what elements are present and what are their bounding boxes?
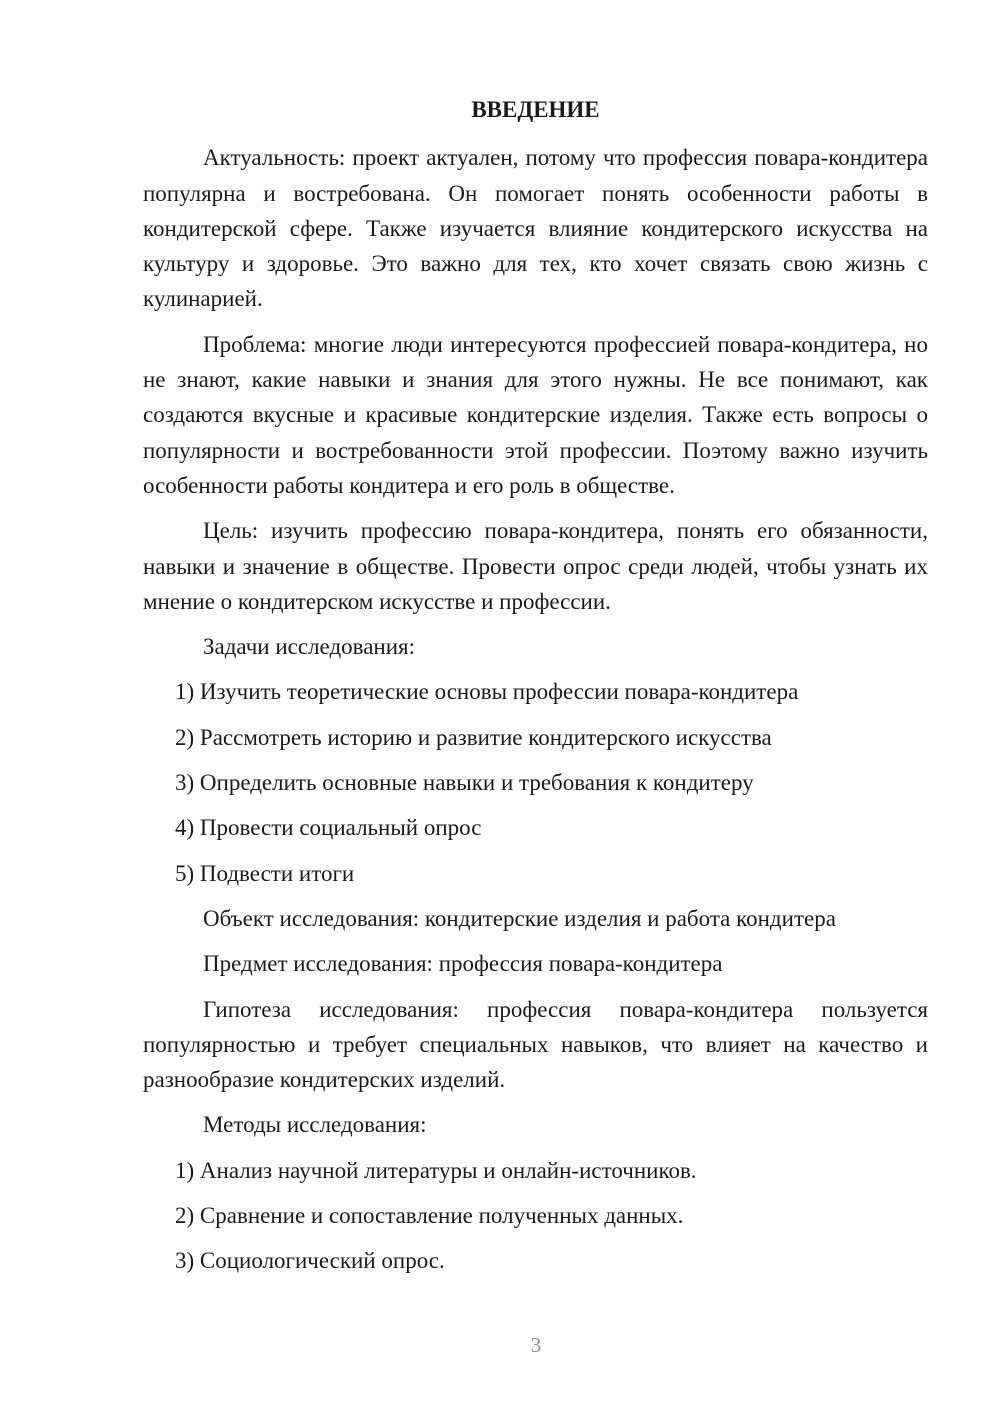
task-item: 3) Определить основные навыки и требования к кондитеру (175, 770, 754, 796)
task-item: 4) Провести социальный опрос (175, 815, 482, 841)
tasks-heading: Задачи исследования: (203, 634, 416, 660)
document-page (143, 92, 928, 1289)
methods-heading: Методы исследования: (203, 1112, 427, 1138)
task-item: 1) Изучить теоретические основы профессии повара-кондитера (175, 679, 799, 705)
research-subject: Предмет исследования: профессия повара-кондитера (203, 951, 723, 977)
method-item: 1) Анализ научной литературы и онлайн-источников. (175, 1157, 697, 1183)
page-number: 3 (530, 1333, 542, 1357)
task-item: 5) Подвести итоги (175, 860, 355, 886)
method-item: 2) Сравнение и сопоставление полученных данных. (175, 1203, 684, 1229)
task-item: 2) Рассмотреть историю и развитие кондитерского искусства (175, 724, 772, 750)
paragraph-problem: Проблема: многие люди интересуются профессией повара-кондитера, но не знают, какие навыки и знания для этого нужны. Не все понимают, как создаются вкусные и красивые кондитерские изделия. Также есть вопросы о популярности и востребованности этой профессии. Поэтому важно изучить особенности работы кондитера и его роль в обществе. (143, 331, 928, 498)
method-item: 3) Социологический опрос. (175, 1248, 445, 1274)
paragraph-relevance: Актуальность: проект актуален, потому что профессия повара-кондитера популярна и востребована. Он помогает понять особенности работы в кондитерской сфере. Также изучается влияние кондитерского искусства на культуру и здоровье. Это важно для тех, кто хочет связать свою жизнь с кулинарией. (143, 145, 928, 312)
research-object: Объект исследования: кондитерские изделия и работа кондитера (203, 905, 836, 931)
section-title: ВВЕДЕНИЕ (471, 97, 600, 122)
research-hypothesis: Гипотеза исследования: профессия повара-кондитера пользуется популярностью и требует специальных навыков, что влияет на качество и разнообразие кондитерских изделий. (143, 996, 928, 1093)
paragraph-goal: Цель: изучить профессию повара-кондитера, понять его обязанности, навыки и значение в обществе. Провести опрос среди людей, чтобы узнать их мнение о кондитерском искусстве и профессии. (143, 518, 928, 614)
